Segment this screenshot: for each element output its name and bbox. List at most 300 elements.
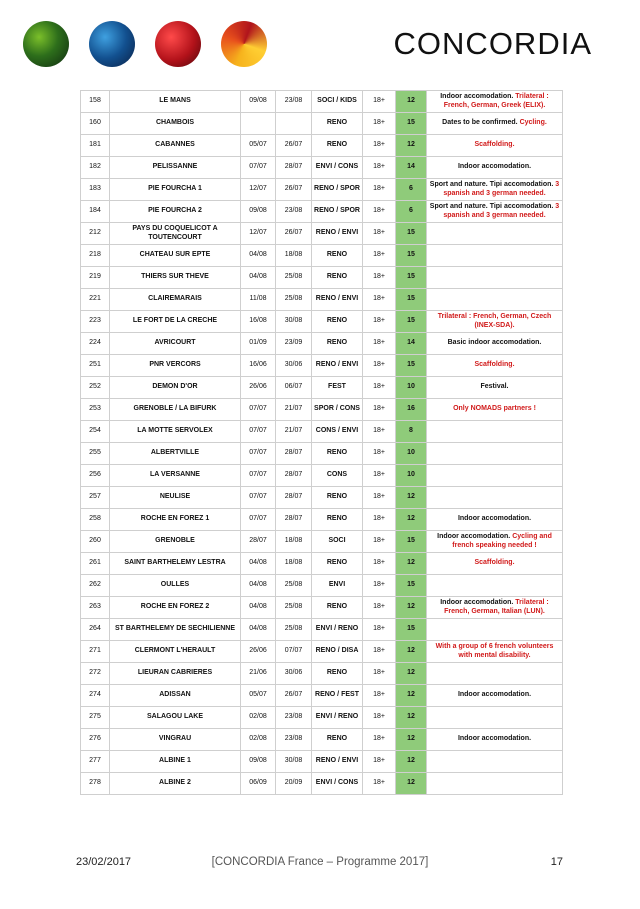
project-name: CLAIREMARAIS xyxy=(110,289,241,311)
table-row xyxy=(81,135,563,157)
project-notes xyxy=(427,311,563,333)
volunteer-count: 10 xyxy=(396,443,427,465)
end-date: 23/08 xyxy=(276,201,312,223)
volunteer-count: 8 xyxy=(396,421,427,443)
project-code: 262 xyxy=(81,575,110,597)
footer-date: 23/02/2017 xyxy=(76,856,132,868)
project-notes xyxy=(427,377,563,399)
end-date: 28/07 xyxy=(276,443,312,465)
note-text: Dates to be confirmed. xyxy=(442,119,520,127)
age-limit: 18+ xyxy=(363,553,396,575)
project-notes xyxy=(427,465,563,487)
project-theme: CONS xyxy=(312,465,363,487)
age-limit: 18+ xyxy=(363,443,396,465)
start-date: 05/07 xyxy=(241,135,276,157)
age-limit: 18+ xyxy=(363,201,396,223)
volunteer-count: 14 xyxy=(396,157,427,179)
project-theme: RENO / FEST xyxy=(312,685,363,707)
project-code: 277 xyxy=(81,751,110,773)
project-theme: ENVI / RENO xyxy=(312,619,363,641)
end-date: 28/07 xyxy=(276,465,312,487)
table-row xyxy=(81,553,563,575)
project-notes xyxy=(427,751,563,773)
end-date: 25/08 xyxy=(276,267,312,289)
project-name: ADISSAN xyxy=(110,685,241,707)
project-notes xyxy=(427,179,563,201)
project-name: LE MANS xyxy=(110,91,241,113)
age-limit: 18+ xyxy=(363,377,396,399)
end-date: 18/08 xyxy=(276,553,312,575)
volunteer-count: 12 xyxy=(396,685,427,707)
project-notes xyxy=(427,509,563,531)
note-highlight: With a group of 6 french volunteers with mental disability. xyxy=(435,643,554,659)
project-notes xyxy=(427,597,563,619)
project-name: OULLES xyxy=(110,575,241,597)
table-row xyxy=(81,355,563,377)
page-header xyxy=(0,0,640,80)
project-code: 224 xyxy=(81,333,110,355)
project-name: PAYS DU COQUELICOT A TOUTENCOURT xyxy=(110,223,241,245)
table-row xyxy=(81,575,563,597)
end-date xyxy=(276,113,312,135)
start-date: 07/07 xyxy=(241,465,276,487)
volunteer-count: 12 xyxy=(396,509,427,531)
age-limit: 18+ xyxy=(363,575,396,597)
age-limit: 18+ xyxy=(363,597,396,619)
start-date: 04/08 xyxy=(241,267,276,289)
project-code: 258 xyxy=(81,509,110,531)
table-row xyxy=(81,509,563,531)
volunteer-count: 15 xyxy=(396,223,427,245)
volunteer-count: 15 xyxy=(396,267,427,289)
project-name: LIEURAN CABRIERES xyxy=(110,663,241,685)
note-highlight: Trilateral : French, German, Greek (ELIX). xyxy=(443,93,549,109)
volunteer-count: 15 xyxy=(396,289,427,311)
project-theme: SOCI / KIDS xyxy=(312,91,363,113)
table-row xyxy=(81,421,563,443)
project-theme: RENO / ENVI xyxy=(312,289,363,311)
project-name: CABANNES xyxy=(110,135,241,157)
orange-circle-icon xyxy=(221,21,267,67)
project-code: 257 xyxy=(81,487,110,509)
project-theme: FEST xyxy=(312,377,363,399)
project-theme: RENO xyxy=(312,443,363,465)
project-theme: RENO xyxy=(312,333,363,355)
age-limit: 18+ xyxy=(363,707,396,729)
project-notes xyxy=(427,113,563,135)
table-row xyxy=(81,465,563,487)
start-date: 07/07 xyxy=(241,487,276,509)
start-date: 12/07 xyxy=(241,223,276,245)
end-date: 25/08 xyxy=(276,597,312,619)
project-notes xyxy=(427,135,563,157)
age-limit: 18+ xyxy=(363,91,396,113)
table-row xyxy=(81,773,563,795)
project-code: 276 xyxy=(81,729,110,751)
table-row xyxy=(81,245,563,267)
note-text: Sport and nature. Tipi accomodation. xyxy=(429,203,556,210)
project-theme: RENO xyxy=(312,597,363,619)
table-row xyxy=(81,289,563,311)
project-theme: RENO xyxy=(312,729,363,751)
age-limit: 18+ xyxy=(363,641,396,663)
end-date: 23/08 xyxy=(276,729,312,751)
age-limit: 18+ xyxy=(363,531,396,553)
project-code: 252 xyxy=(81,377,110,399)
project-notes xyxy=(427,707,563,729)
end-date: 25/08 xyxy=(276,619,312,641)
end-date: 23/08 xyxy=(276,91,312,113)
start-date: 05/07 xyxy=(241,685,276,707)
age-limit: 18+ xyxy=(363,311,396,333)
table-row xyxy=(81,751,563,773)
table-row xyxy=(81,201,563,223)
note-highlight: Scaffolding. xyxy=(474,141,515,149)
volunteer-count: 15 xyxy=(396,575,427,597)
project-notes xyxy=(427,333,563,355)
project-code: 181 xyxy=(81,135,110,157)
project-theme: RENO xyxy=(312,135,363,157)
table-row xyxy=(81,663,563,685)
volunteer-count: 12 xyxy=(396,773,427,795)
project-notes xyxy=(427,685,563,707)
start-date: 04/08 xyxy=(241,553,276,575)
project-notes xyxy=(427,575,563,597)
start-date: 04/08 xyxy=(241,575,276,597)
project-theme: ENVI / RENO xyxy=(312,707,363,729)
table-row xyxy=(81,377,563,399)
project-name: ALBERTVILLE xyxy=(110,443,241,465)
table-row xyxy=(81,685,563,707)
start-date: 01/09 xyxy=(241,333,276,355)
table-row xyxy=(81,729,563,751)
table-row xyxy=(81,333,563,355)
project-code: 271 xyxy=(81,641,110,663)
project-code: 184 xyxy=(81,201,110,223)
volunteer-count: 15 xyxy=(396,355,427,377)
age-limit: 18+ xyxy=(363,509,396,531)
project-code: 278 xyxy=(81,773,110,795)
age-limit: 18+ xyxy=(363,245,396,267)
note-text: Indoor accomodation. xyxy=(437,533,513,540)
volunteer-count: 12 xyxy=(396,729,427,751)
project-notes xyxy=(427,421,563,443)
note-text: Indoor accomodation. xyxy=(440,93,516,100)
project-name: ROCHE EN FOREZ 2 xyxy=(110,597,241,619)
note-highlight: 3 spanish and 3 german needed. xyxy=(443,203,560,219)
project-theme: RENO / ENVI xyxy=(312,355,363,377)
age-limit: 18+ xyxy=(363,663,396,685)
project-code: 260 xyxy=(81,531,110,553)
start-date: 26/06 xyxy=(241,641,276,663)
end-date: 06/07 xyxy=(276,377,312,399)
project-name: VINGRAU xyxy=(110,729,241,751)
volunteer-count: 6 xyxy=(396,201,427,223)
table-row xyxy=(81,223,563,245)
project-code: 160 xyxy=(81,113,110,135)
age-limit: 18+ xyxy=(363,267,396,289)
project-name: ALBINE 1 xyxy=(110,751,241,773)
project-notes xyxy=(427,553,563,575)
project-theme: ENVI xyxy=(312,575,363,597)
project-theme: RENO xyxy=(312,267,363,289)
project-notes xyxy=(427,619,563,641)
end-date: 26/07 xyxy=(276,685,312,707)
start-date: 16/08 xyxy=(241,311,276,333)
note-highlight: Cycling. xyxy=(519,119,547,127)
start-date: 12/07 xyxy=(241,179,276,201)
project-name: LA VERSANNE xyxy=(110,465,241,487)
project-code: 183 xyxy=(81,179,110,201)
project-code: 256 xyxy=(81,465,110,487)
blue-circle-icon xyxy=(89,21,135,67)
start-date: 26/06 xyxy=(241,377,276,399)
end-date: 21/07 xyxy=(276,399,312,421)
age-limit: 18+ xyxy=(363,355,396,377)
table-row xyxy=(81,267,563,289)
volunteer-count: 16 xyxy=(396,399,427,421)
project-theme: RENO xyxy=(312,509,363,531)
start-date: 07/07 xyxy=(241,157,276,179)
volunteer-count: 15 xyxy=(396,531,427,553)
project-theme: RENO xyxy=(312,245,363,267)
end-date: 21/07 xyxy=(276,421,312,443)
project-name: ALBINE 2 xyxy=(110,773,241,795)
project-theme: RENO / ENVI xyxy=(312,223,363,245)
project-notes xyxy=(427,443,563,465)
project-name: SALAGOU LAKE xyxy=(110,707,241,729)
project-theme: SPOR / CONS xyxy=(312,399,363,421)
volunteer-count: 12 xyxy=(396,707,427,729)
project-code: 219 xyxy=(81,267,110,289)
start-date: 07/07 xyxy=(241,399,276,421)
note-text: Indoor accomodation. xyxy=(457,163,532,171)
note-highlight: Scaffolding. xyxy=(474,361,515,369)
table-row xyxy=(81,311,563,333)
project-code: 255 xyxy=(81,443,110,465)
project-theme: RENO / DISA xyxy=(312,641,363,663)
age-limit: 18+ xyxy=(363,289,396,311)
footer-title: [CONCORDIA France – Programme 2017] xyxy=(211,856,429,868)
table-row xyxy=(81,91,563,113)
project-notes xyxy=(427,531,563,553)
end-date: 30/06 xyxy=(276,355,312,377)
project-code: 212 xyxy=(81,223,110,245)
project-name: CHAMBOIS xyxy=(110,113,241,135)
age-limit: 18+ xyxy=(363,487,396,509)
project-code: 253 xyxy=(81,399,110,421)
project-notes xyxy=(427,267,563,289)
project-theme: RENO xyxy=(312,311,363,333)
volunteer-count: 12 xyxy=(396,751,427,773)
end-date: 28/07 xyxy=(276,509,312,531)
end-date: 23/08 xyxy=(276,707,312,729)
project-name: CHATEAU SUR EPTE xyxy=(110,245,241,267)
project-theme: RENO / SPOR xyxy=(312,179,363,201)
volunteer-count: 10 xyxy=(396,465,427,487)
project-name: PIE FOURCHA 2 xyxy=(110,201,241,223)
age-limit: 18+ xyxy=(363,113,396,135)
start-date: 09/08 xyxy=(241,751,276,773)
start-date: 07/07 xyxy=(241,443,276,465)
age-limit: 18+ xyxy=(363,729,396,751)
project-code: 223 xyxy=(81,311,110,333)
age-limit: 18+ xyxy=(363,421,396,443)
volunteer-count: 12 xyxy=(396,487,427,509)
volunteer-count: 15 xyxy=(396,113,427,135)
project-theme: RENO / SPOR xyxy=(312,201,363,223)
note-text: Indoor accomodation. xyxy=(457,735,532,743)
end-date: 18/08 xyxy=(276,245,312,267)
project-name: SAINT BARTHELEMY LESTRA xyxy=(110,553,241,575)
project-notes xyxy=(427,91,563,113)
note-text: Indoor accomodation. xyxy=(457,691,532,699)
note-highlight: Trilateral : French, German, Italian (LUN). xyxy=(444,599,549,615)
footer-page-number: 17 xyxy=(550,856,563,868)
age-limit: 18+ xyxy=(363,179,396,201)
note-text: Indoor accomodation. xyxy=(440,599,516,606)
volunteer-count: 12 xyxy=(396,597,427,619)
age-limit: 18+ xyxy=(363,157,396,179)
note-highlight: 3 spanish and 3 german needed. xyxy=(443,181,560,197)
green-circle-icon xyxy=(23,21,69,67)
project-notes xyxy=(427,355,563,377)
table-row xyxy=(81,707,563,729)
end-date: 30/08 xyxy=(276,751,312,773)
end-date: 30/06 xyxy=(276,663,312,685)
note-text: Festival. xyxy=(480,383,509,391)
table-row xyxy=(81,641,563,663)
end-date: 20/09 xyxy=(276,773,312,795)
volunteer-count: 14 xyxy=(396,333,427,355)
start-date: 28/07 xyxy=(241,531,276,553)
end-date: 28/07 xyxy=(276,487,312,509)
project-theme: SOCI xyxy=(312,531,363,553)
project-notes xyxy=(427,201,563,223)
end-date: 30/08 xyxy=(276,311,312,333)
project-name: ROCHE EN FOREZ 1 xyxy=(110,509,241,531)
table-row xyxy=(81,179,563,201)
project-theme: CONS / ENVI xyxy=(312,421,363,443)
project-theme: RENO xyxy=(312,553,363,575)
project-code: 251 xyxy=(81,355,110,377)
volunteer-count: 15 xyxy=(396,619,427,641)
project-name: DEMON D'OR xyxy=(110,377,241,399)
project-theme: ENVI / CONS xyxy=(312,157,363,179)
project-theme: RENO xyxy=(312,113,363,135)
note-highlight: Trilateral : French, German, Czech (INEX-SDA). xyxy=(437,313,552,329)
volunteer-count: 12 xyxy=(396,135,427,157)
end-date: 07/07 xyxy=(276,641,312,663)
start-date: 16/06 xyxy=(241,355,276,377)
end-date: 28/07 xyxy=(276,157,312,179)
project-code: 158 xyxy=(81,91,110,113)
age-limit: 18+ xyxy=(363,685,396,707)
table-row xyxy=(81,157,563,179)
table-row xyxy=(81,443,563,465)
age-limit: 18+ xyxy=(363,619,396,641)
age-limit: 18+ xyxy=(363,465,396,487)
project-name: GRENOBLE xyxy=(110,531,241,553)
project-code: 182 xyxy=(81,157,110,179)
project-theme: RENO xyxy=(312,487,363,509)
age-limit: 18+ xyxy=(363,223,396,245)
logo-circles xyxy=(23,21,267,67)
red-circle-icon xyxy=(155,21,201,67)
age-limit: 18+ xyxy=(363,751,396,773)
start-date: 11/08 xyxy=(241,289,276,311)
project-code: 274 xyxy=(81,685,110,707)
end-date: 26/07 xyxy=(276,223,312,245)
project-notes xyxy=(427,729,563,751)
project-notes xyxy=(427,663,563,685)
end-date: 26/07 xyxy=(276,135,312,157)
start-date: 07/07 xyxy=(241,509,276,531)
note-highlight: Only NOMADS partners ! xyxy=(453,405,536,413)
table-row xyxy=(81,531,563,553)
programme-table xyxy=(80,90,563,795)
volunteer-count: 6 xyxy=(396,179,427,201)
age-limit: 18+ xyxy=(363,399,396,421)
start-date xyxy=(241,113,276,135)
project-name: PNR VERCORS xyxy=(110,355,241,377)
project-theme: RENO / ENVI xyxy=(312,751,363,773)
project-theme: ENVI / CONS xyxy=(312,773,363,795)
table-row xyxy=(81,619,563,641)
project-code: 254 xyxy=(81,421,110,443)
volunteer-count: 15 xyxy=(396,311,427,333)
start-date: 21/06 xyxy=(241,663,276,685)
age-limit: 18+ xyxy=(363,135,396,157)
start-date: 06/09 xyxy=(241,773,276,795)
end-date: 25/08 xyxy=(276,575,312,597)
start-date: 09/08 xyxy=(241,201,276,223)
volunteer-count: 12 xyxy=(396,553,427,575)
note-highlight: Scaffolding. xyxy=(474,559,515,567)
project-code: 263 xyxy=(81,597,110,619)
project-code: 221 xyxy=(81,289,110,311)
project-notes xyxy=(427,157,563,179)
project-notes xyxy=(427,399,563,421)
table-row xyxy=(81,487,563,509)
volunteer-count: 12 xyxy=(396,91,427,113)
project-code: 275 xyxy=(81,707,110,729)
volunteer-count: 12 xyxy=(396,641,427,663)
end-date: 23/09 xyxy=(276,333,312,355)
project-notes xyxy=(427,223,563,245)
note-highlight: Cycling and french speaking needed ! xyxy=(452,533,552,549)
project-notes xyxy=(427,487,563,509)
project-name: CLERMONT L'HERAULT xyxy=(110,641,241,663)
age-limit: 18+ xyxy=(363,773,396,795)
start-date: 04/08 xyxy=(241,619,276,641)
table-row xyxy=(81,399,563,421)
project-code: 264 xyxy=(81,619,110,641)
note-text: Basic indoor accomodation. xyxy=(447,339,542,347)
concordia-logo: CONCORDIA xyxy=(393,26,592,61)
project-name: PIE FOURCHA 1 xyxy=(110,179,241,201)
project-notes xyxy=(427,245,563,267)
end-date: 26/07 xyxy=(276,179,312,201)
project-code: 272 xyxy=(81,663,110,685)
project-name: AVRICOURT xyxy=(110,333,241,355)
volunteer-count: 15 xyxy=(396,245,427,267)
age-limit: 18+ xyxy=(363,333,396,355)
project-theme: RENO xyxy=(312,663,363,685)
project-name: GRENOBLE / LA BIFURK xyxy=(110,399,241,421)
start-date: 09/08 xyxy=(241,91,276,113)
end-date: 25/08 xyxy=(276,289,312,311)
